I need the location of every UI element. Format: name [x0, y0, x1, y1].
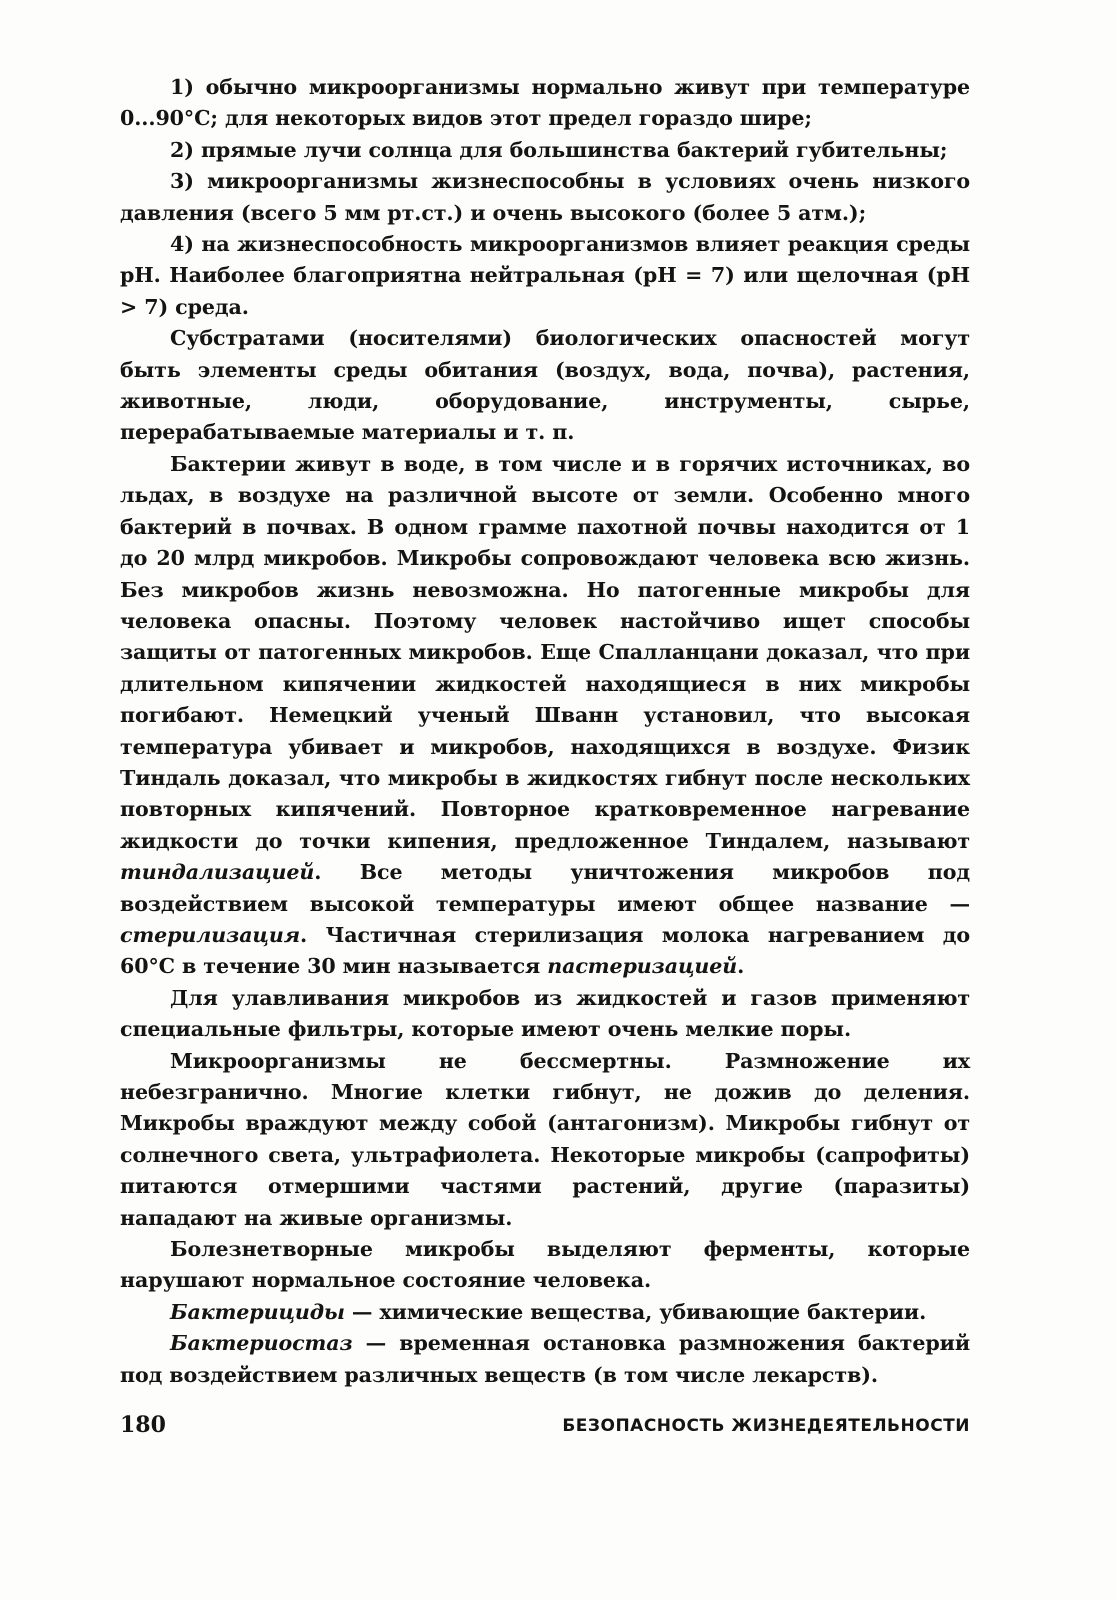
page-footer	[120, 1412, 970, 1444]
paragraph-substrates: Субстратами (носителями) биологических опасностей могут быть элементы среды обитания (воздух, вода, почва), растения, животные, люди, оборудование, инструменты, сырье, перерабатываемые материалы и т. п.	[120, 326, 970, 445]
list-item-temperature: 1) обычно микроорганизмы нормально живут при температуре 0...90°С; для некоторых видов этот предел гораздо шире;	[120, 75, 970, 131]
list-item-ph: 4) на жизнеспособность микроорганизмов влияет реакция среды рН. Наиболее благоприятна нейтральная (рН = 7) или щелочная (рН > 7) среда.	[120, 232, 970, 319]
paragraph-enzymes: Болезнетворные микробы выделяют ферменты, которые нарушают нормальное состояние человека.	[120, 1237, 970, 1293]
paragraph-bacteria-habitat	[120, 449, 970, 983]
paragraph-text: . Все методы уничтожения микробов под воздействием высокой температуры имеют общее название —	[120, 860, 970, 916]
definition-text: — временная остановка размножения бактерий под воздействием различных веществ (в том числе лекарств).	[120, 1331, 970, 1387]
running-title: БЕЗОПАСНОСТЬ ЖИЗНЕДЕЯТЕЛЬНОСТИ	[562, 1416, 970, 1436]
paragraph-text: . Частичная стерилизация молока нагреванием до 60°С в течение 30 мин называется	[120, 922, 970, 979]
definition-bacteriostasis	[120, 1328, 970, 1391]
list-item-pressure: 3) микроорганизмы жизнеспособны в условиях очень низкого давления (всего 5 мм рт.ст.) и очень высокого (более 5 атм.);	[120, 169, 970, 225]
body-text	[120, 72, 970, 1391]
paragraph-text: .	[737, 954, 745, 979]
definition-text: — химические вещества, убивающие бактерии.	[344, 1299, 927, 1324]
term-tyndallization: тиндализацией	[120, 860, 315, 885]
list-item-sunlight: 2) прямые лучи солнца для большинства бактерий губительны;	[170, 137, 948, 162]
paragraph-mortality: Микроорганизмы не бессмертны. Размножение их небезгранично. Многие клетки гибнут, не дожив до деления. Микробы враждуют между собой (антагонизм). Микробы гибнут от солнечного света, ультрафиолета. Некоторые микробы (сапрофиты) питаются отмершими частями растений, другие (паразиты) нападают на живые организмы.	[120, 1048, 970, 1230]
paragraph-filters: Для улавливания микробов из жидкостей и газов применяют специальные фильтры, которые имеют очень мелкие поры.	[120, 985, 970, 1042]
term-sterilization: стерилизация	[120, 922, 301, 947]
term-bactericides: Бактерициды	[170, 1299, 345, 1324]
term-pasteurization: пастеризацией	[547, 954, 738, 979]
page-number: 180	[120, 1412, 166, 1438]
term-bacteriostasis: Бактериостаз	[170, 1331, 353, 1356]
definition-bactericides	[120, 1297, 970, 1328]
paragraph-text: Бактерии живут в воде, в том числе и в горячих источниках, во льдах, в воздухе на различной высоте от земли. Особенно много бактерий в почвах. В одном грамме пахотной почвы находится от 1 до 20 млрд микробов. Микробы сопровождают человека всю жизнь. Без микробов жизнь невозможна. Но патогенные микробы для человека опасны. Поэтому человек настойчиво ищет способы защиты от патогенных микробов. Еще Спалланцани доказал, что при длительном кипячении жидкостей находящиеся в них микробы погибают. Немецкий ученый Шванн установил, что высокая температура убивает и микробов, находящихся в воздухе. Физик Тиндаль доказал, что микробы в жидкостях гибнут после нескольких повторных кипячений. Повторное кратковременное нагревание жидкости до точки кипения, предложенное Тиндалем, называют	[120, 451, 970, 853]
